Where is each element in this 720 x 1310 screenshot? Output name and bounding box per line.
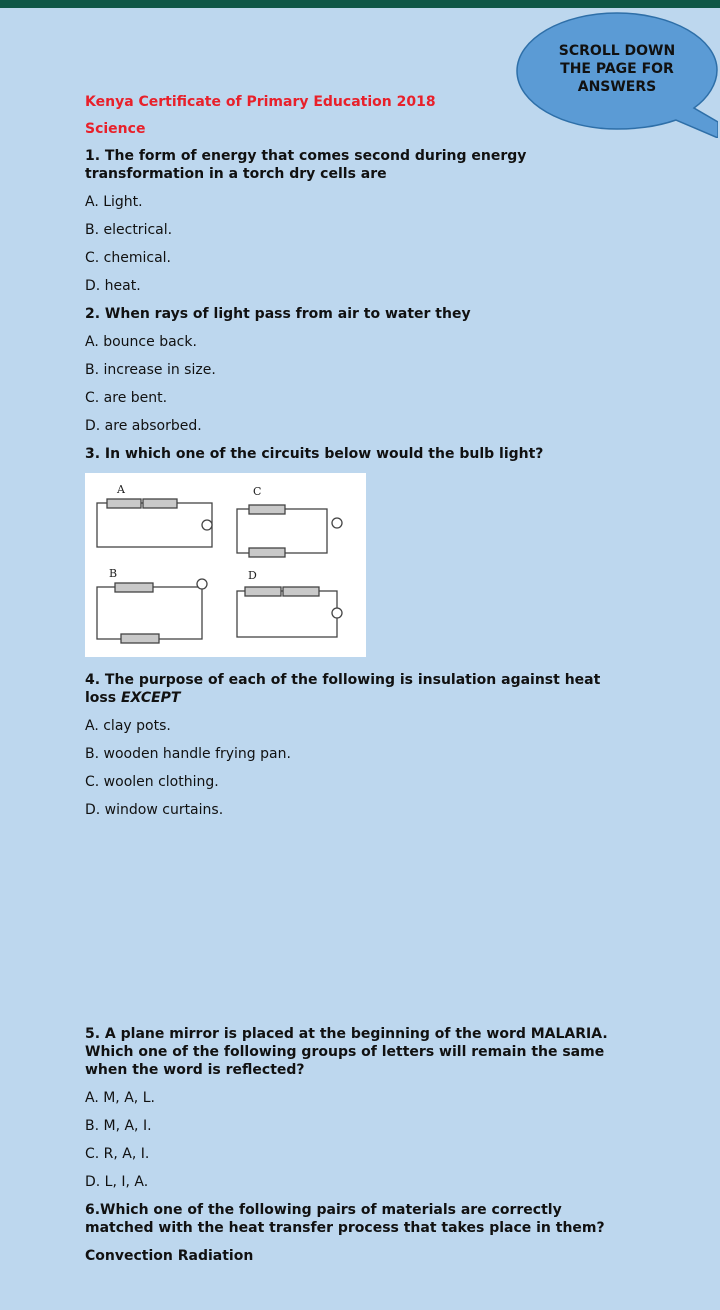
q2-option-b: B. increase in size.	[85, 362, 216, 378]
question-2: 2. When rays of light pass from air to water they	[85, 306, 471, 322]
circuit-label-a: A	[117, 483, 125, 496]
circuit-a-cell-1	[107, 499, 141, 508]
q2-option-c: C. are bent.	[85, 390, 168, 406]
circuit-label-c: C	[253, 485, 262, 498]
circuit-a-wire	[97, 503, 212, 547]
q4-option-b: B. wooden handle frying pan.	[85, 746, 291, 762]
q4-option-a: A. clay pots.	[85, 718, 171, 734]
question-5: 5. A plane mirror is placed at the beginning of the word MALARIA. Which one of the following groups of letters will remain the same when the word is reflected?	[85, 1026, 608, 1078]
question-1: 1. The form of energy that comes second during energy transformation in a torch dry cells are	[85, 148, 527, 182]
q1-option-a: A. Light.	[85, 194, 143, 210]
top-bar	[0, 0, 720, 8]
circuit-d-cell-2	[283, 587, 319, 596]
circuit-b-bulb	[197, 579, 207, 589]
question-4-emphasis: EXCEPT	[120, 690, 181, 706]
q2-option-a: A. bounce back.	[85, 334, 197, 350]
question-3: 3. In which one of the circuits below would the bulb light?	[85, 446, 544, 462]
circuit-d-wire	[237, 591, 337, 637]
circuit-c-bulb	[332, 518, 342, 528]
circuit-b-cell-2	[121, 634, 159, 643]
exam-content	[85, 92, 625, 1265]
q2-option-d: D. are absorbed.	[85, 418, 202, 434]
callout-text	[536, 42, 698, 96]
question-4-text: 4. The purpose of each of the following is insulation against heat loss	[85, 672, 601, 706]
circuit-b-wire	[97, 587, 202, 639]
circuit-d-bulb	[332, 608, 342, 618]
circuits-diagram	[85, 473, 366, 657]
callout-line-2: THE PAGE FOR	[560, 61, 674, 77]
question-6: 6.Which one of the following pairs of materials are correctly matched with the heat transfer process that takes place in them?	[85, 1202, 605, 1236]
circuit-label-b: B	[109, 567, 118, 580]
circuit-label-d: D	[248, 569, 257, 582]
q5-option-b: B. M, A, I.	[85, 1118, 152, 1134]
circuit-b-cell-1	[115, 583, 153, 592]
q1-option-d: D. heat.	[85, 278, 141, 294]
exam-title: Kenya Certificate of Primary Education 2018	[85, 94, 436, 110]
circuits-figure	[85, 473, 366, 657]
q5-option-c: C. R, A, I.	[85, 1146, 150, 1162]
q4-option-c: C. woolen clothing.	[85, 774, 219, 790]
circuit-a-bulb	[202, 520, 212, 530]
q5-option-d: D. L, I, A.	[85, 1174, 149, 1190]
subject-heading: Science	[85, 121, 146, 137]
q5-option-a: A. M, A, L.	[85, 1090, 155, 1106]
q4-option-d: D. window curtains.	[85, 802, 224, 818]
callout-line-3: ANSWERS	[577, 79, 657, 95]
circuit-a-cell-2	[143, 499, 177, 508]
q1-option-b: B. electrical.	[85, 222, 173, 238]
q1-option-c: C. chemical.	[85, 250, 172, 266]
q6-column-headers: Convection Radiation	[85, 1248, 254, 1264]
circuit-c-cell-2	[249, 548, 285, 557]
circuit-c-wire	[237, 509, 327, 553]
circuit-c-cell-1	[249, 505, 285, 514]
question-4	[85, 671, 625, 707]
circuit-d-cell-1	[245, 587, 281, 596]
callout-line-1: SCROLL DOWN	[558, 43, 676, 59]
